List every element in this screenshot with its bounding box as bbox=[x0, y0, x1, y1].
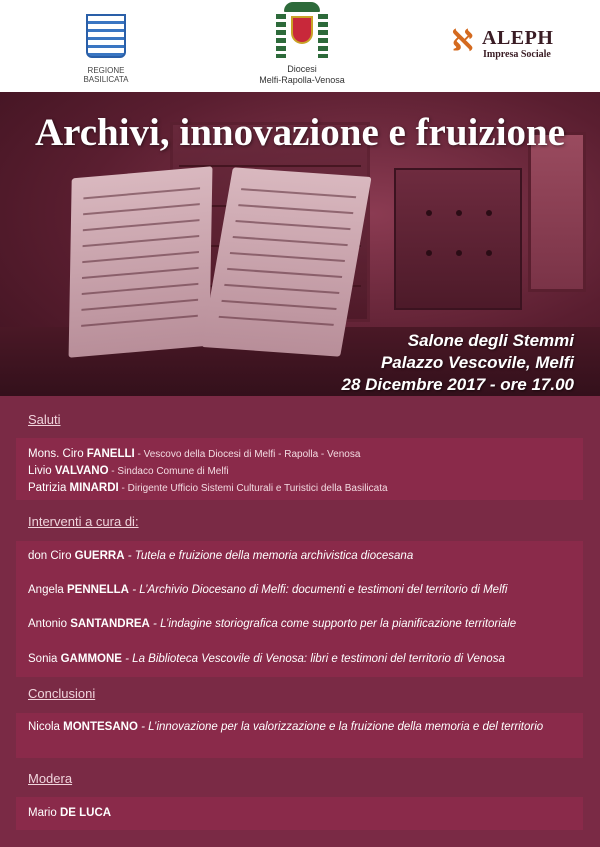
regione-basilicata-logo bbox=[74, 14, 138, 84]
saluti-item: Livio VALVANO - Sindaco Comune di Melfi bbox=[28, 465, 229, 477]
saluti-heading: Saluti bbox=[28, 412, 61, 427]
regione-shield-icon bbox=[86, 14, 126, 58]
saluti-item: Patrizia MINARDI - Dirigente Ufficio Sistemi Culturali e Turistici della Basilicata bbox=[28, 482, 388, 494]
event-title: Archivi, innovazione e fruizione bbox=[34, 111, 566, 154]
venue-building: Palazzo Vescovile, Melfi bbox=[380, 353, 574, 372]
modera-item: Mario DE LUCA bbox=[28, 807, 112, 819]
conclusioni-heading: Conclusioni bbox=[28, 686, 96, 701]
open-book-graphic bbox=[60, 172, 370, 362]
regione-label bbox=[74, 66, 138, 84]
aleph-mark-icon: ℵ bbox=[452, 24, 473, 57]
wooden-box-graphic bbox=[394, 168, 522, 310]
aleph-name: ALEPH bbox=[482, 27, 554, 49]
venue-block bbox=[342, 330, 574, 396]
diocesi-line1: Diocesi bbox=[287, 64, 317, 74]
regione-line1: REGIONE bbox=[87, 66, 125, 75]
talk-item: Angela PENNELLA - L’Archivio Diocesano di Melfi: documenti e testimoni del territorio di Melfi bbox=[28, 584, 508, 596]
header-bar bbox=[0, 0, 600, 92]
conclusioni-item: Nicola MONTESANO - L’innovazione per la valorizzazione e la fruizione della memoria e del territorio bbox=[28, 721, 544, 733]
diocesi-line2: Melfi-Rapolla-Venosa bbox=[259, 75, 345, 85]
talk-item: Antonio SANTANDREA - L’indagine storiografica come supporto per la pianificazione territoriale bbox=[28, 618, 517, 630]
bishop-crest-icon bbox=[272, 2, 332, 60]
interventi-heading: Interventi a cura di: bbox=[28, 514, 139, 529]
diocesi-logo bbox=[240, 2, 364, 86]
talk-item: Sonia GAMMONE - La Biblioteca Vescovile di Venosa: libri e testimoni del territorio di Venosa bbox=[28, 653, 505, 665]
modera-heading: Modera bbox=[28, 771, 73, 786]
venue-hall: Salone degli Stemmi bbox=[407, 331, 574, 350]
window-graphic bbox=[528, 132, 586, 292]
saluti-item: Mons. Ciro FANELLI - Vescovo della Diocesi di Melfi - Rapolla - Venosa bbox=[28, 448, 361, 460]
regione-line2: BASILICATA bbox=[83, 75, 129, 84]
aleph-subtitle: Impresa Sociale bbox=[483, 49, 551, 60]
event-date-time: 28 Dicembre 2017 - ore 17.00 bbox=[341, 375, 574, 394]
talk-item: don Ciro GUERRA - Tutela e fruizione della memoria archivistica diocesana bbox=[28, 550, 414, 562]
